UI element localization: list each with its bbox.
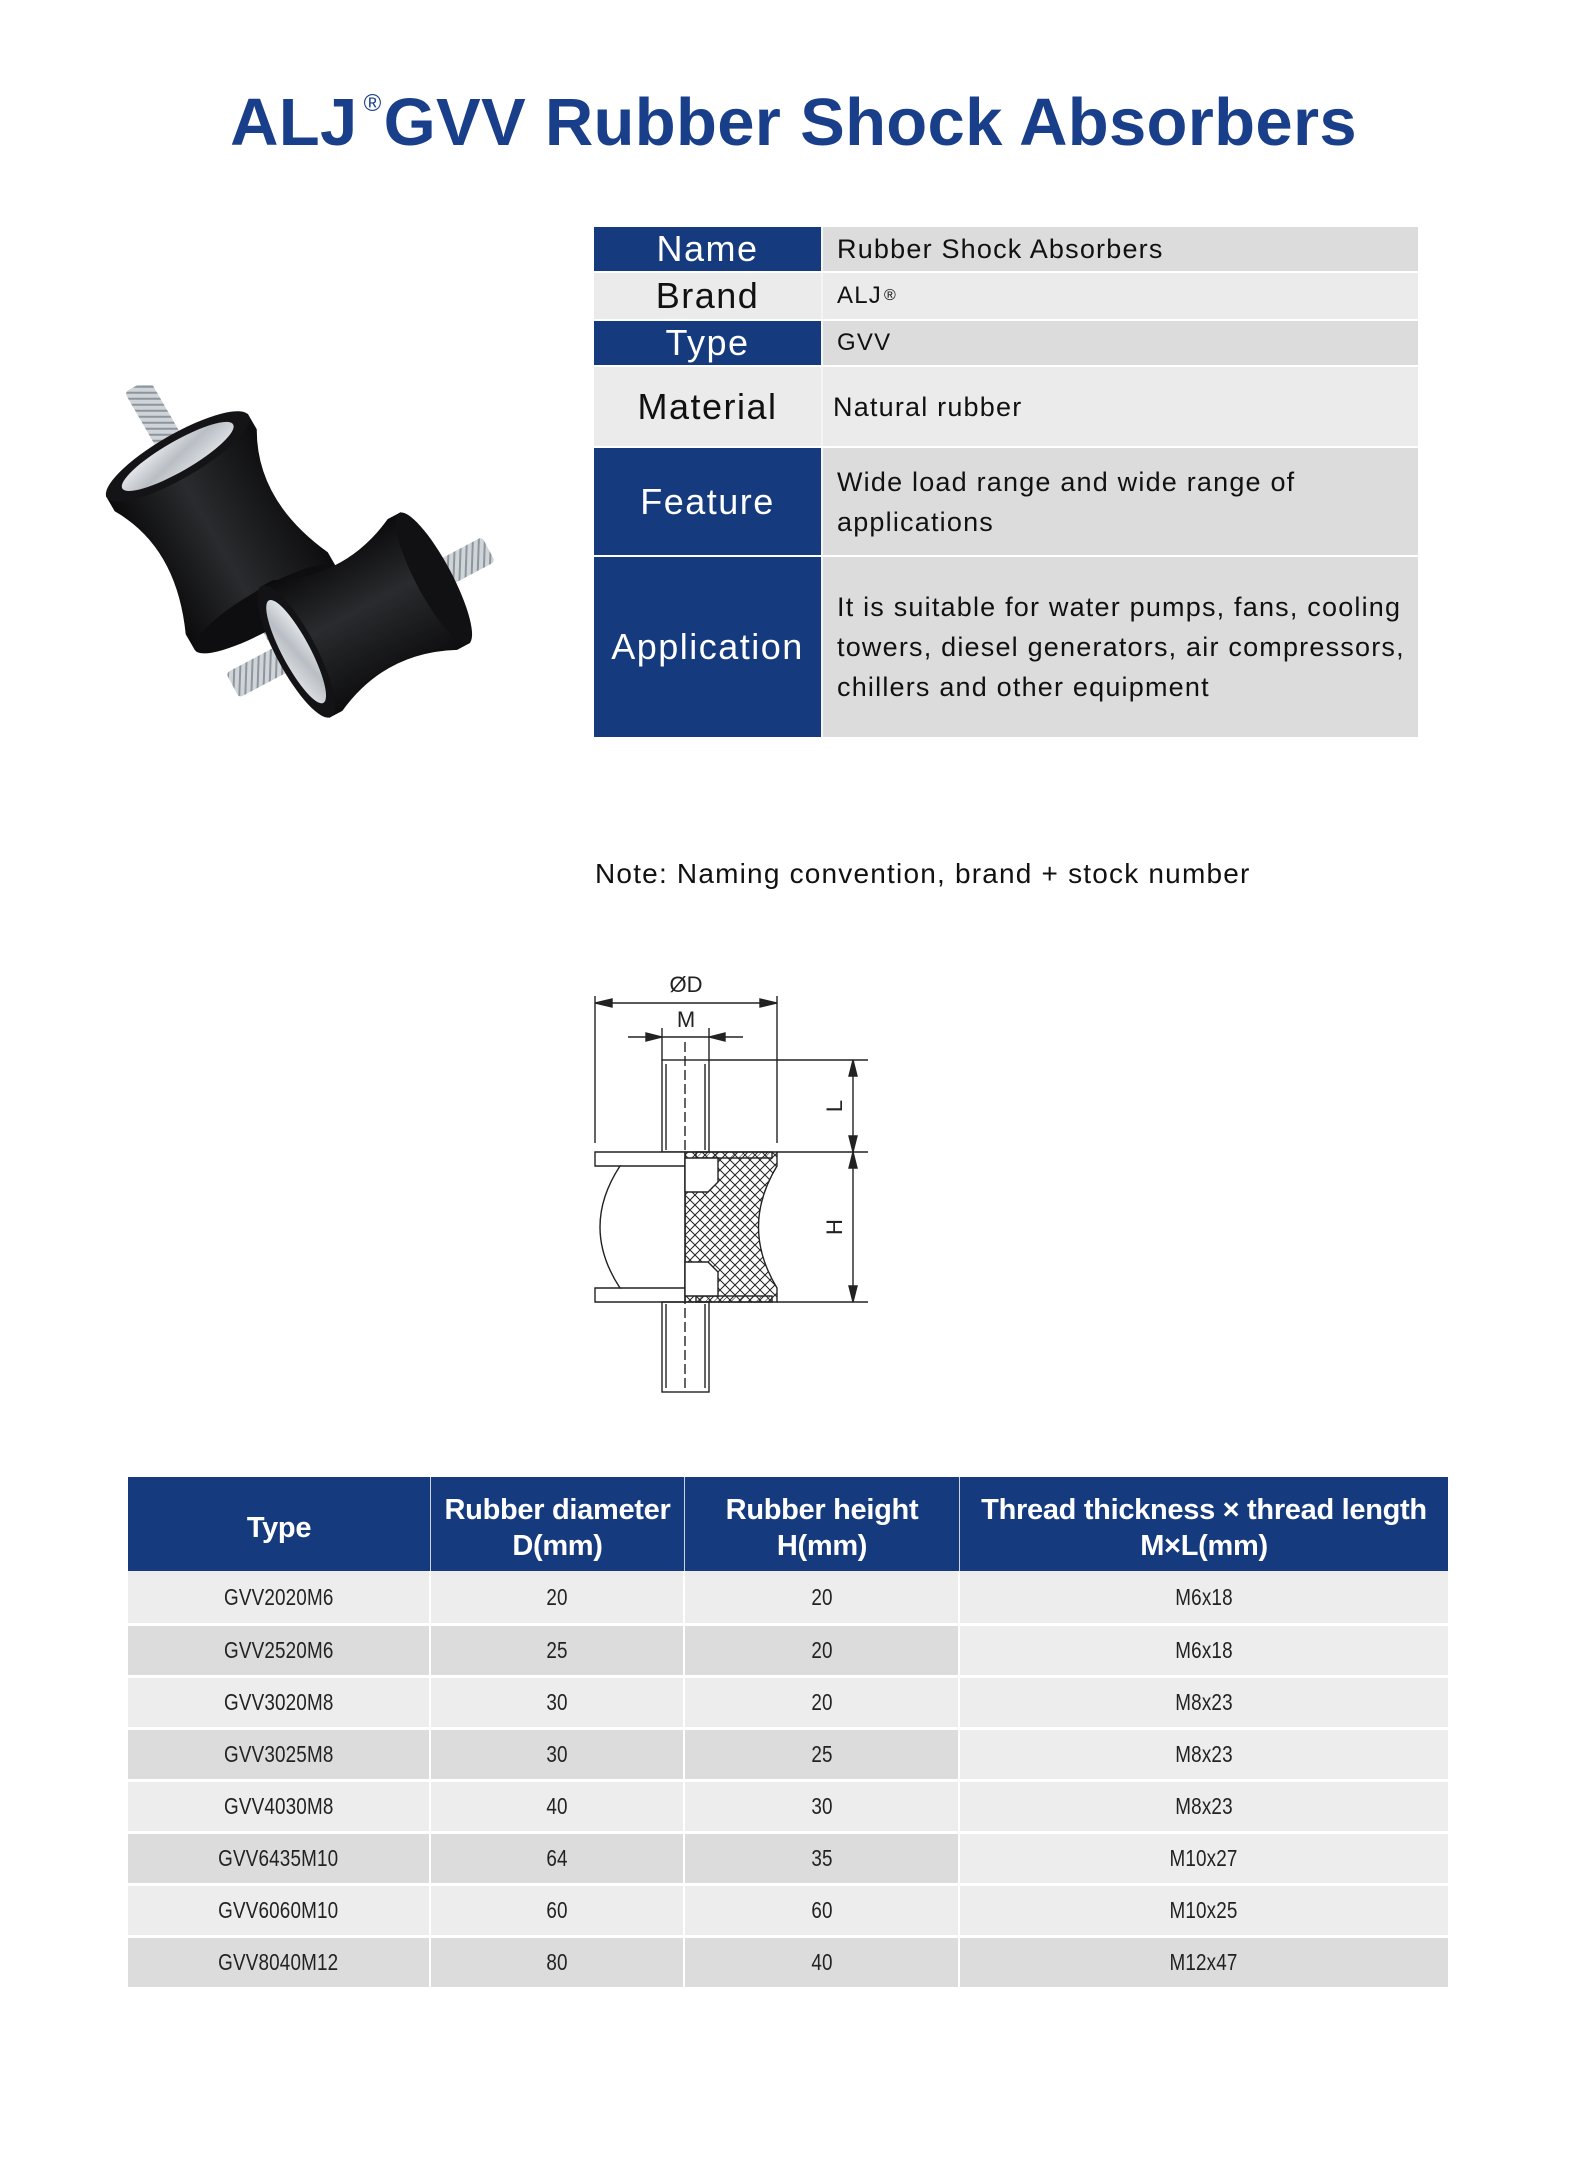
cell-text: GVV6435M10 bbox=[218, 1845, 339, 1871]
registered-mark: ® bbox=[363, 90, 382, 117]
header-unit: D(mm) bbox=[512, 1530, 603, 1562]
spec-label-brand: Brand bbox=[594, 273, 823, 319]
label-height: H bbox=[822, 1219, 847, 1235]
technical-drawing bbox=[580, 960, 880, 1400]
cell-height bbox=[685, 1730, 960, 1779]
cell-height bbox=[685, 1834, 960, 1883]
spec-value-text: Natural rubber bbox=[833, 391, 1023, 422]
header-label: Thread thickness × thread length bbox=[981, 1494, 1427, 1526]
cell-text: M8x23 bbox=[1175, 1793, 1233, 1819]
cell-height bbox=[685, 1782, 960, 1831]
cell-thread bbox=[960, 1730, 1448, 1779]
cell-diameter bbox=[431, 1886, 685, 1935]
label-thread: M bbox=[676, 1007, 696, 1032]
spec-value-text: GVV bbox=[837, 329, 892, 356]
cell-text: 30 bbox=[546, 1741, 568, 1767]
cell-text: GVV3020M8 bbox=[223, 1689, 334, 1715]
cell-text: M8x23 bbox=[1175, 1689, 1233, 1715]
spec-value-feature bbox=[823, 448, 1418, 555]
table-row bbox=[128, 1779, 1448, 1831]
cell-text: M12x47 bbox=[1169, 1949, 1239, 1975]
spec-value-brand bbox=[823, 273, 1418, 319]
cell-type bbox=[128, 1834, 431, 1883]
cell-diameter bbox=[431, 1571, 685, 1623]
product-photo bbox=[95, 385, 530, 735]
spec-value-text: ALJ bbox=[837, 282, 882, 309]
label-diameter: ØD bbox=[669, 972, 703, 997]
header-type bbox=[128, 1477, 431, 1571]
cell-text: 20 bbox=[810, 1583, 833, 1610]
table-row bbox=[128, 1571, 1448, 1623]
label-length: L bbox=[822, 1099, 847, 1113]
cell-text: 40 bbox=[810, 1949, 833, 1975]
cell-diameter bbox=[431, 1626, 685, 1675]
cell-type bbox=[128, 1938, 431, 1987]
cell-text: GVV3025M8 bbox=[223, 1741, 334, 1767]
table-row bbox=[128, 1623, 1448, 1675]
spec-value-name bbox=[823, 227, 1418, 271]
spec-row-brand bbox=[594, 273, 1418, 321]
cell-text: 80 bbox=[546, 1949, 568, 1975]
cell-diameter bbox=[431, 1730, 685, 1779]
spec-label-material: Material bbox=[594, 367, 823, 446]
spec-value-application bbox=[823, 557, 1418, 737]
table-header bbox=[128, 1477, 1448, 1571]
cell-type bbox=[128, 1678, 431, 1727]
naming-note: Note: Naming convention, brand + stock number bbox=[595, 858, 1251, 889]
dimension-drawing-icon bbox=[580, 960, 880, 1400]
cell-text: 30 bbox=[546, 1689, 568, 1715]
header-unit: M×L(mm) bbox=[1140, 1530, 1268, 1562]
cell-text: M6x18 bbox=[1175, 1583, 1233, 1610]
cell-text: 25 bbox=[810, 1741, 833, 1767]
cell-thread bbox=[960, 1571, 1448, 1623]
header-label: Type bbox=[246, 1512, 312, 1544]
cell-text: M6x18 bbox=[1175, 1637, 1233, 1663]
rubber-mount-image-icon bbox=[95, 385, 530, 735]
spec-value-material bbox=[823, 367, 1418, 446]
spec-row-name bbox=[594, 227, 1418, 273]
cell-thread bbox=[960, 1834, 1448, 1883]
model-table bbox=[128, 1477, 1448, 1987]
spec-row-feature bbox=[594, 448, 1418, 557]
cell-height bbox=[685, 1886, 960, 1935]
cell-diameter bbox=[431, 1678, 685, 1727]
table-row bbox=[128, 1727, 1448, 1779]
cell-diameter bbox=[431, 1782, 685, 1831]
title-brand: ALJ bbox=[230, 85, 358, 160]
cell-text: GVV4030M8 bbox=[223, 1793, 334, 1819]
cell-text: GVV6060M10 bbox=[218, 1897, 339, 1923]
cell-text: M8x23 bbox=[1175, 1741, 1233, 1767]
title-text: GVV Rubber Shock Absorbers bbox=[383, 85, 1357, 160]
header-diameter bbox=[431, 1477, 685, 1571]
cell-text: M10x25 bbox=[1169, 1897, 1239, 1923]
spec-label-type: Type bbox=[594, 321, 823, 365]
cell-thread bbox=[960, 1678, 1448, 1727]
cell-text: 35 bbox=[810, 1845, 833, 1871]
cell-diameter bbox=[431, 1938, 685, 1987]
cell-type bbox=[128, 1886, 431, 1935]
spec-label-feature: Feature bbox=[594, 448, 823, 555]
registered-mark: ® bbox=[883, 287, 897, 304]
spec-row-material bbox=[594, 367, 1418, 448]
spec-table bbox=[594, 227, 1418, 737]
cell-text: 64 bbox=[546, 1845, 568, 1871]
table-row bbox=[128, 1675, 1448, 1727]
cell-text: GVV2020M6 bbox=[223, 1583, 334, 1610]
cell-diameter bbox=[431, 1834, 685, 1883]
header-unit: H(mm) bbox=[776, 1530, 868, 1562]
spec-label-name: Name bbox=[594, 227, 823, 271]
cell-text: GVV8040M12 bbox=[218, 1949, 339, 1975]
cell-text: 60 bbox=[546, 1897, 568, 1923]
spec-row-application bbox=[594, 557, 1418, 737]
spec-value-text: Rubber Shock Absorbers bbox=[837, 234, 1164, 264]
cell-height bbox=[685, 1678, 960, 1727]
cell-thread bbox=[960, 1782, 1448, 1831]
header-thread bbox=[960, 1477, 1448, 1571]
cell-thread bbox=[960, 1886, 1448, 1935]
cell-type bbox=[128, 1730, 431, 1779]
cell-type bbox=[128, 1571, 431, 1623]
cell-text: 40 bbox=[546, 1793, 568, 1819]
table-row bbox=[128, 1935, 1448, 1987]
spec-row-type bbox=[594, 321, 1418, 367]
header-height bbox=[685, 1477, 960, 1571]
cell-text: 20 bbox=[810, 1689, 833, 1715]
cell-thread bbox=[960, 1626, 1448, 1675]
cell-height bbox=[685, 1938, 960, 1987]
cell-text: M10x27 bbox=[1169, 1845, 1239, 1871]
spec-value-text: Wide load range and wide range of applications bbox=[837, 466, 1296, 537]
header-label: Rubber diameter bbox=[444, 1494, 671, 1526]
spec-value-text: It is suitable for water pumps, fans, cooling towers, diesel generators, air compressors, chillers and other equipment bbox=[837, 592, 1405, 702]
cell-type bbox=[128, 1626, 431, 1675]
table-row bbox=[128, 1831, 1448, 1883]
page-title bbox=[0, 84, 1587, 161]
spec-value-type bbox=[823, 321, 1418, 365]
spec-label-application: Application bbox=[594, 557, 823, 737]
cell-text: 60 bbox=[810, 1897, 833, 1923]
cell-text: GVV2520M6 bbox=[223, 1637, 334, 1663]
table-row bbox=[128, 1883, 1448, 1935]
cell-height bbox=[685, 1571, 960, 1623]
cell-type bbox=[128, 1782, 431, 1831]
header-label: Rubber height bbox=[725, 1494, 919, 1526]
cell-text: 25 bbox=[546, 1637, 568, 1663]
cell-height bbox=[685, 1626, 960, 1675]
cell-text: 30 bbox=[810, 1793, 833, 1819]
cell-thread bbox=[960, 1938, 1448, 1987]
cell-text: 20 bbox=[546, 1583, 568, 1610]
cell-text: 20 bbox=[810, 1637, 833, 1663]
